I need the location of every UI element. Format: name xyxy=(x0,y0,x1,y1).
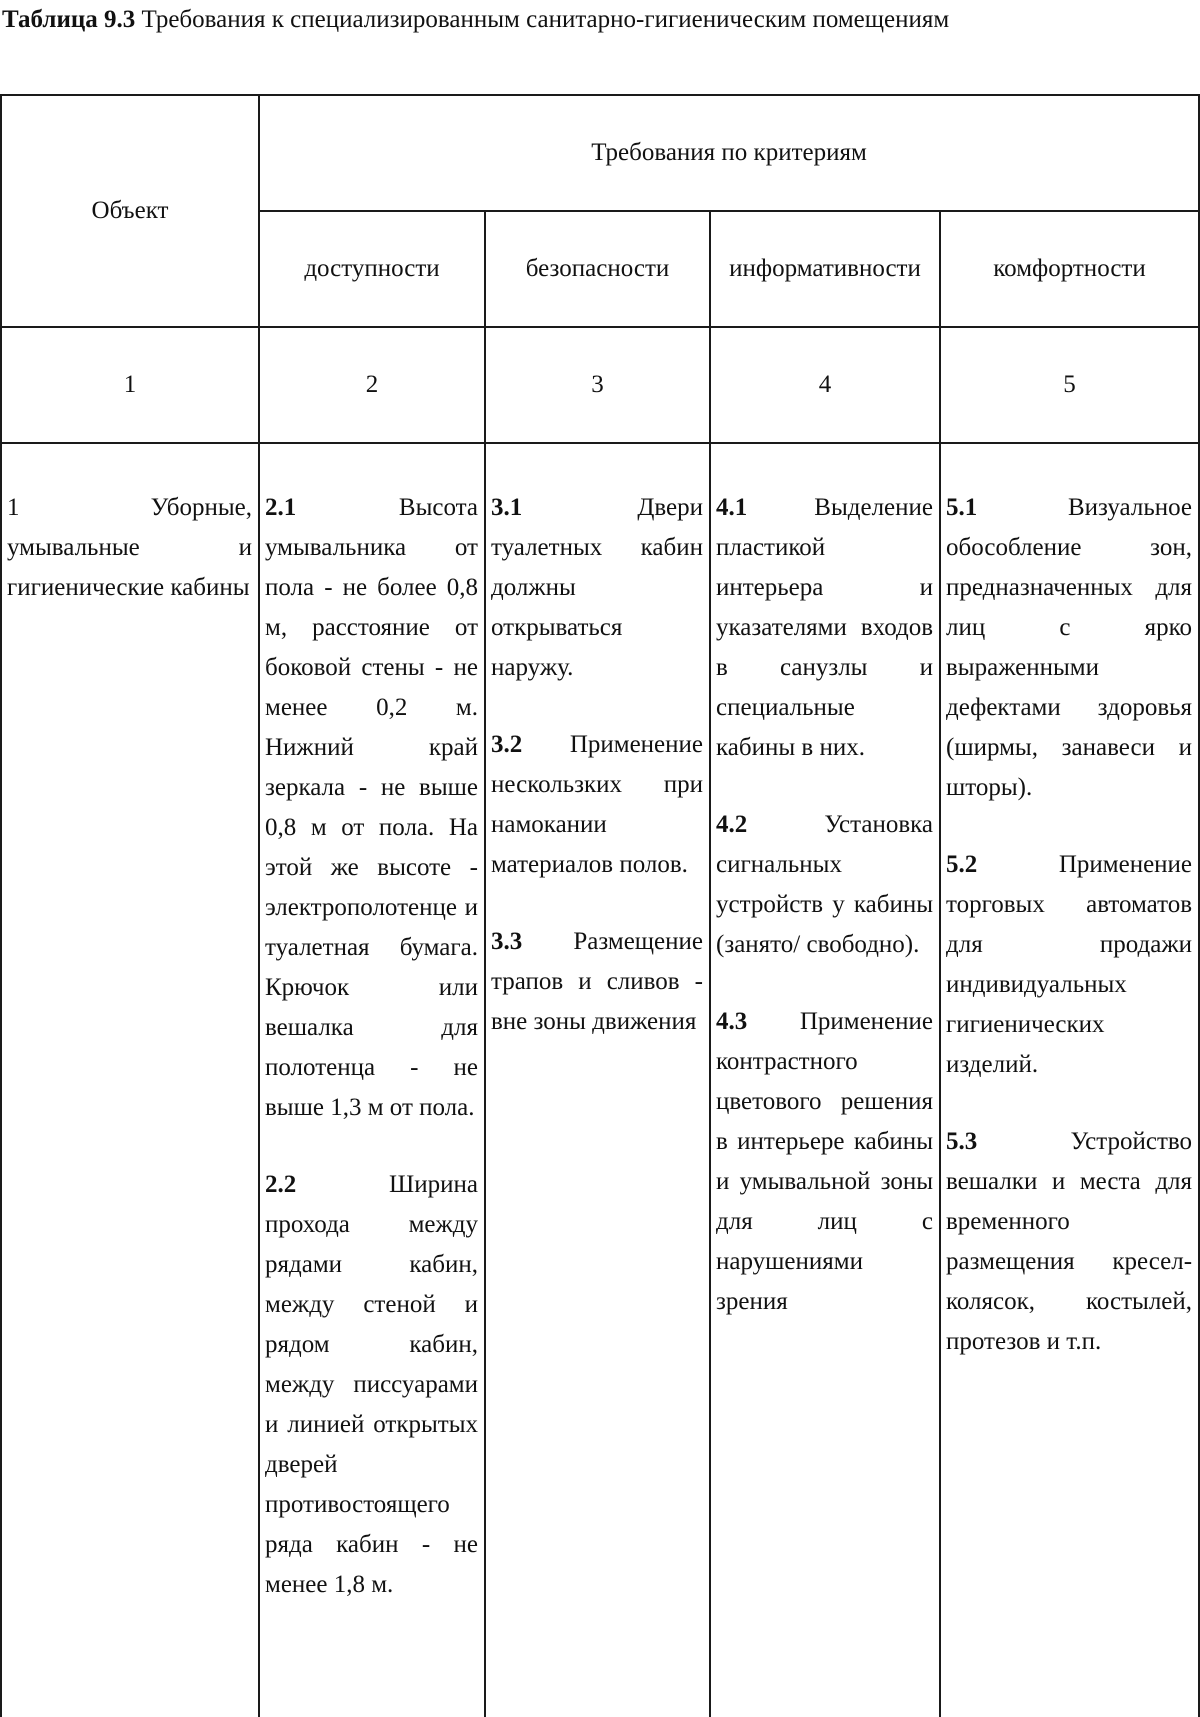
header-accessibility: доступности xyxy=(259,211,485,327)
requirement-item xyxy=(946,1122,1192,1362)
requirement-number: 4.3 xyxy=(716,1008,748,1035)
requirement-text: Применение торговых автоматов для продажи индивидуальных гигиенических изделий. xyxy=(946,851,1193,1078)
requirement-text: Применение контрастного цветового решения в интерьере кабины и умывальной зоны для лиц с нарушениями зрения xyxy=(716,1008,933,1315)
requirement-item xyxy=(946,488,1192,808)
table-row xyxy=(1,443,1199,1717)
column-number: 3 xyxy=(485,327,710,443)
requirement-item xyxy=(491,922,703,1042)
header-comfort: комфортности xyxy=(940,211,1199,327)
requirement-number: 4.2 xyxy=(716,811,748,838)
requirement-text: Выделение пластикой интерьера и указателями входов в санузлы и специальные кабины в них. xyxy=(716,494,933,761)
requirement-number: 4.1 xyxy=(716,494,748,521)
requirement-text: Высота умывальника от пола - не более 0,8 м, расстояние от боковой стены - не менее 0,2 м. Нижний край зеркала - не выше 0,8 м от пола. На этой же высоте - электрополотенце и туалетная бумага. Крючок или вешалка для полотенца - не выше 1,3 м от пола. xyxy=(265,494,478,1121)
column-number: 1 xyxy=(1,327,259,443)
column-number: 2 xyxy=(259,327,485,443)
object-cell xyxy=(1,443,259,1717)
requirement-number: 2.1 xyxy=(265,494,297,521)
requirement-item xyxy=(265,1165,478,1605)
requirement-item xyxy=(716,488,933,768)
header-row-criteria xyxy=(1,95,1199,211)
requirement-number: 2.2 xyxy=(265,1171,297,1198)
requirement-number: 3.1 xyxy=(491,494,523,521)
caption-text: Требования к специализированным санитарно-гигиеническим помещениям xyxy=(141,6,950,33)
header-criteria: Требования по критериям xyxy=(259,95,1199,211)
requirement-item xyxy=(491,725,703,885)
requirement-text: Ширина прохода между рядами кабин, между стеной и рядом кабин, между писсуарами и линией открытых дверей противостоящего ряда кабин - не менее 1,8 м. xyxy=(265,1171,478,1598)
requirement-item xyxy=(716,805,933,965)
table-caption xyxy=(2,2,1192,38)
requirement-item xyxy=(946,845,1192,1085)
caption-label: Таблица 9.3 xyxy=(2,6,136,33)
requirement-text: Визуальное обособление зон, предназначенных для лиц с ярко выраженными дефектами здоровья (ширмы, занавеси и шторы). xyxy=(946,494,1193,801)
requirement-item xyxy=(265,488,478,1128)
header-informativeness: информативности xyxy=(710,211,940,327)
requirement-text: Применение нескользких при намокании материалов полов. xyxy=(491,731,703,878)
informativeness-cell xyxy=(710,443,940,1717)
requirement-item xyxy=(716,1002,933,1322)
header-safety: безопасности xyxy=(485,211,710,327)
requirements-table xyxy=(0,94,1200,1717)
requirement-text: Двери туалетных кабин должны открываться наружу. xyxy=(491,494,703,681)
requirement-text: Размещение трапов и сливов - вне зоны движения xyxy=(491,928,703,1035)
comfort-cell xyxy=(940,443,1199,1717)
safety-cell xyxy=(485,443,710,1717)
requirement-text: Устройство вешалки и места для временного размещения кресел-колясок, костылей, протезов и т.п. xyxy=(946,1128,1193,1355)
requirement-number: 5.1 xyxy=(946,494,978,521)
requirement-item xyxy=(491,488,703,688)
requirement-number: 5.3 xyxy=(946,1128,978,1155)
column-number: 4 xyxy=(710,327,940,443)
requirement-text: Установка сигнальных устройств у кабины (занято/ свободно). xyxy=(716,811,933,958)
requirement-number: 5.2 xyxy=(946,851,978,878)
accessibility-cell xyxy=(259,443,485,1717)
column-number: 5 xyxy=(940,327,1199,443)
requirement-number: 3.2 xyxy=(491,731,523,758)
requirement-number: 3.3 xyxy=(491,928,523,955)
header-object: Объект xyxy=(1,95,259,327)
object-name: 1 Уборные, умывальные и гигиенические кабины xyxy=(7,494,252,601)
column-number-row xyxy=(1,327,1199,443)
